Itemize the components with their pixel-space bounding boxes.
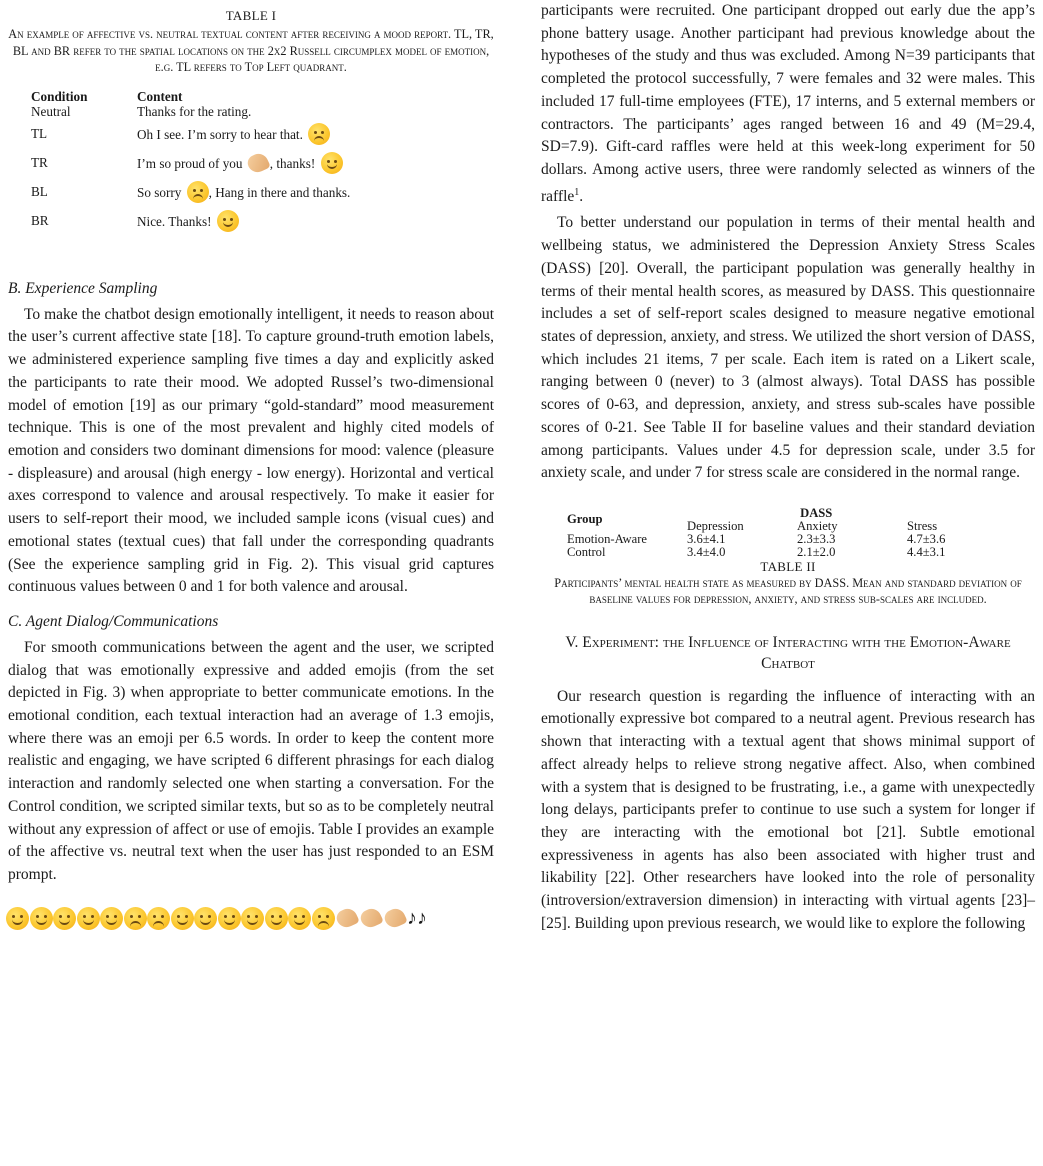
- participants-text: participants were recruited. One participant dropped out early due the app’s phone battery usage. Another participant had previous knowledge about the hypotheses of the study and thus was excluded. Among N=39 participants that completed the protocol successfully, 7 were females and 32 were males. This included 17 full-time employees (FTE), 17 interns, and 5 external members or contractors. The participants’ ages ranged between 16 and 49 (M=29.4, SD=7.9). Gift-card raffles were held at this week-long experiment for 50 dollars. Among active users, three were randomly selected as winners of the raffle: [541, 2, 1035, 205]
- section-b-paragraph: To make the chatbot design emotionally intelligent, it needs to reason about the user’s current affective state [18]. To capture ground-truth emotion labels, we administered experience sampling five times a day and explicitly asked the participants to rate their mood. We adopted Russel’s two-dimensional model of emotion [19] as our primary “gold-standard” mood measurement technique. This is one of the most prevalent and highly cited models of emotion and considers two dominant dimensions for mood: valence (pleasure - displeasure) and arousal (high energy - low energy). Horizontal and vertical axes correspond to valence and arousal respectively. To make it easier for users to self-report their mood, we included sample icons (visual cues) and emotional states (textual cues) that fall under the corresponding quadrants (See the experience sampling grid in Fig. 2). This visual grid captures continuous values between 0 and 1 for both valence and arousal.: [8, 305, 494, 596]
- smiling-emoji-icon: [30, 907, 53, 930]
- pensive-emoji-icon: [124, 907, 147, 930]
- table1-cell-condition: Neutral: [31, 103, 71, 119]
- section-b-heading: B. Experience Sampling: [8, 279, 158, 297]
- table2-group-cell: Control: [567, 544, 606, 559]
- slightly-smiling-emoji-icon: [217, 210, 239, 232]
- clapping-hands-icon: [245, 151, 271, 176]
- table2-value-cell: 3.6±4.1: [687, 531, 726, 546]
- flexed-bicep-icon: [334, 906, 360, 931]
- table2-value-cell: 2.3±3.3: [797, 531, 836, 546]
- table-row: [31, 104, 350, 120]
- table1-content-text: Oh I see. I’m sorry to hear that.: [137, 127, 303, 143]
- table1-content-text: , thanks!: [269, 156, 316, 172]
- winking-emoji-icon: [171, 907, 194, 930]
- thumbs-up-icon: [358, 906, 384, 931]
- neutral-emoji-icon: [100, 907, 123, 930]
- table1-content-text: I’m so proud of you: [137, 156, 243, 172]
- pensive-emoji-icon: [308, 123, 330, 145]
- kissing-emoji-icon: [53, 907, 76, 930]
- table-row: [567, 533, 945, 546]
- clapping-hands-icon: [382, 906, 408, 931]
- table-row: [31, 178, 350, 207]
- table1-cell-content: Thanks for the rating.: [137, 103, 252, 119]
- music-notes-icon: ♪♪: [407, 906, 427, 929]
- table2-group-cell: Emotion-Aware: [567, 531, 647, 546]
- table1-header-condition: Condition: [31, 88, 88, 104]
- relieved-emoji-icon: [288, 907, 311, 930]
- slightly-smiling-emoji-icon: [6, 907, 29, 930]
- table-row: [31, 120, 350, 149]
- thinking-emoji-icon: [241, 907, 264, 930]
- participants-paragraph: participants were recruited. One participant dropped out early due the app’s phone battery usage. Another participant had previous knowledge about the hypotheses of the study and thus was excluded. Among N=39 participants that completed the protocol successfully, 7 were females and 32 were males. This included 17 full-time employees (FTE), 17 interns, and 5 external members or contractors. The participants’ ages ranged between 16 and 49 (M=29.4, SD=7.9). Gift-card raffles were held at this week-long experiment for 50 dollars. Among active users, three were randomly selected as winners of the raffle$^1$.: [541, 2, 1035, 205]
- section-c-paragraph: For smooth communications between the agent and the user, we scripted dialog that was emotionally expressive and added emojis (from the set depicted in Fig. 3) when appropriate to better communicate emotions. In the emotional condition, each textual interaction had an average of 1.3 emojis, where there was an emoji per 6.5 words. In order to keep the content more realistic and engaging, we have scripted 6 different phrasings for each dialog interaction and randomly selected one when starting a conversation. For the Control condition, we scripted similar texts, but so as to be completely neutral without any expression of affect or use of emojis. Table I provides an example of the affective vs. neutral text when the user has just responded to an ESM prompt.: [8, 638, 494, 883]
- table2-caption: Participants’ mental health state as measured by DASS. Mean and standard deviation of baseline values for depression, anxiety, and stress sub-scales are included.: [554, 575, 1022, 607]
- table1-cell-content: [137, 178, 350, 207]
- section-v-heading: V. Experiment: the Influence of Interacting with the Emotion-Aware Chatbot: [565, 633, 1011, 672]
- left-column: [8, 0, 494, 933]
- table1-content-text: So sorry: [137, 185, 182, 201]
- joy-emoji-icon: [265, 907, 288, 930]
- table2-subheader: Stress: [907, 518, 938, 533]
- table2-subheader: Depression: [687, 518, 744, 533]
- worried-emoji-icon: [312, 907, 335, 930]
- table1-content-text: , Hang in there and thanks.: [208, 185, 351, 201]
- table1-cell-condition: BR: [31, 213, 49, 229]
- table2-title: TABLE II: [760, 558, 816, 574]
- table1-content-text: Nice. Thanks!: [137, 214, 212, 230]
- table1-header-content: Content: [137, 88, 183, 104]
- dass-paragraph: To better understand our population in terms of their mental health and wellbeing status, we administered the Depression Anxiety Stress Scales (DASS) [20]. Overall, the participant population was generally healthy in terms of their mental health scores, as measured by DASS. This questionnaire includes a set of self-report scales designed to measure negative emotional states of depression, anxiety, and stress. We utilized the short version of DASS, which includes 21 items, 7 per scale. Each item is rated on a Likert scale, ranging between 0 (never) to 3 (almost always). Total DASS has possible scores of 0-63, and depression, anxiety, and stress sub-scales have possible scores of 0-21. See Table II for baseline values and their standard deviation among participants. Values under 4.5 for depression scale, under 3.5 for anxiety scale, and under 7 for stress scale are considered in the normal range.: [541, 214, 1035, 482]
- table-row: [567, 546, 945, 559]
- table1-cell-condition: TL: [31, 126, 48, 142]
- section-c-heading: C. Agent Dialog/Communications: [8, 612, 219, 630]
- table2-dass-header: DASS: [800, 505, 833, 520]
- table1-cell-content: [137, 120, 350, 149]
- table-row: [31, 149, 350, 178]
- nerd-emoji-icon: [218, 907, 241, 930]
- table-row: [31, 207, 350, 236]
- table2-value-cell: 4.7±3.6: [907, 531, 946, 546]
- table1-cell-condition: TR: [31, 155, 48, 171]
- table2-subheader: Anxiety: [797, 518, 838, 533]
- table2-value-cell: 2.1±2.0: [797, 544, 836, 559]
- sunglasses-emoji-icon: [194, 907, 217, 930]
- footnote-mark: 1: [574, 186, 580, 198]
- disappointed-emoji-icon: [187, 181, 209, 203]
- table1-title: TABLE I: [225, 8, 277, 23]
- table1-cell-content: [137, 207, 350, 236]
- table2: [567, 507, 945, 559]
- right-column: [541, 0, 1035, 935]
- table1-cell-condition: BL: [31, 184, 48, 200]
- table1-caption: An example of affective vs. neutral textual content after receiving a mood report. TL, TR, BL and BR refer to the spatial locations on the 2x2 Russell circumplex model of emotion, e.g. TL refers to Top Left quadrant.: [8, 27, 494, 75]
- table2-value-cell: 3.4±4.0: [687, 544, 726, 559]
- table1-cell-content: [137, 149, 350, 178]
- emoji-set-figure: [6, 907, 494, 933]
- table2-group-header: Group: [567, 512, 603, 527]
- disappointed-emoji-icon: [147, 907, 170, 930]
- grinning-emoji-icon: [77, 907, 100, 930]
- section-v-paragraph: Our research question is regarding the influence of interacting with an emotionally expressive bot compared to a neutral agent. Previous research has shown that interacting with a textual agent that shows minimal support of affect already helps to relieve strong negative affect. Also, when combined with a system that is designed to be frustrating, i.e., a game with unexpectedly long delays, participants prefer to continue to use such a system for longer if they are interacting with the emotional bot [21]. Subtle emotional expressiveness in agents has also been associated with higher trust and likability [22]. Other researchers have looked into the role of personality (introversion/extraversion dimension) in interacting with virtual agents [23]–[25]. Building upon previous research, we would like to explore the following: [541, 687, 1035, 932]
- table2-value-cell: 4.4±3.1: [907, 544, 946, 559]
- smiling-emoji-icon: [321, 152, 343, 174]
- table1: [31, 90, 350, 236]
